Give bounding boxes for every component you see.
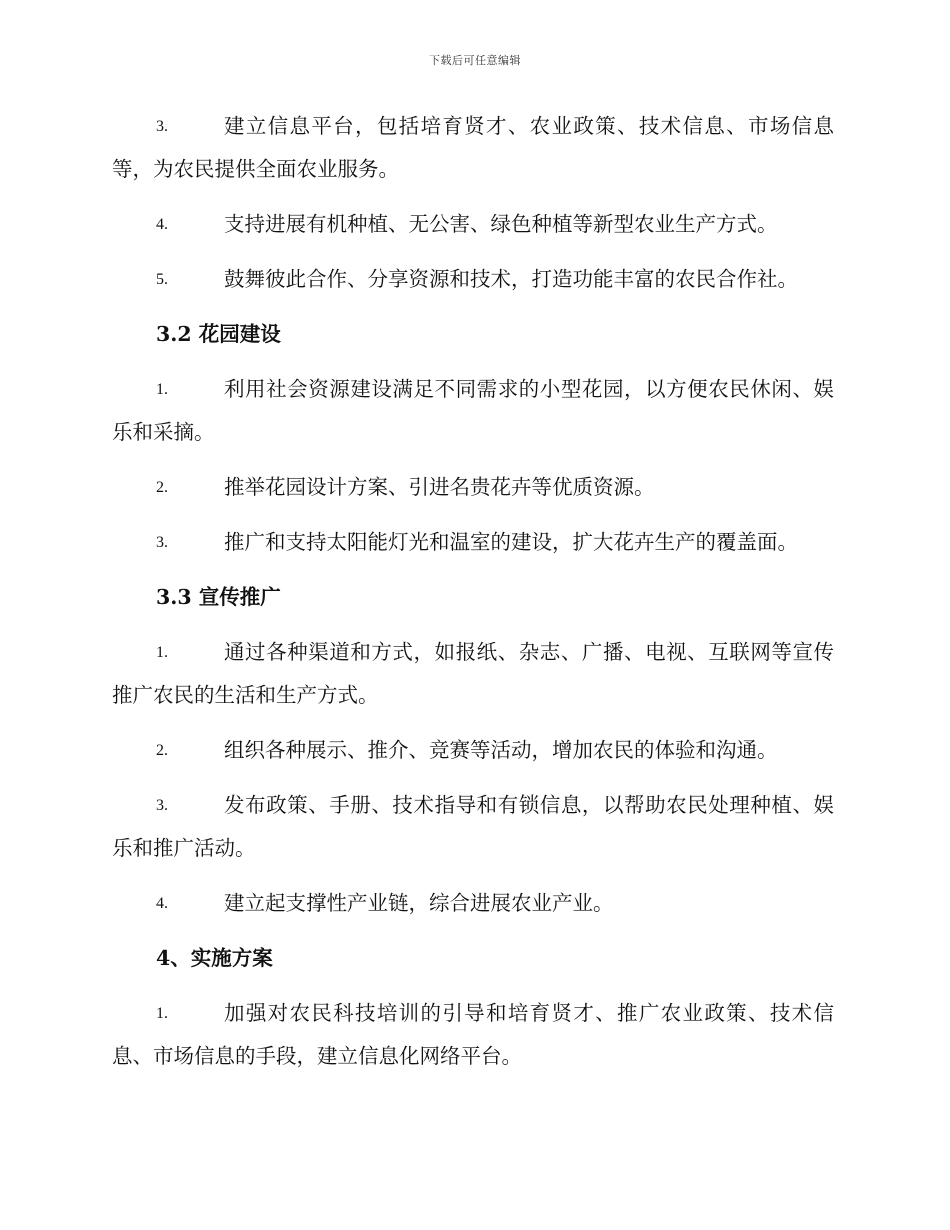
- section-heading-garden: 3.2 花园建设: [156, 322, 281, 346]
- list-number: 3.: [156, 797, 168, 814]
- list-item: [112, 368, 834, 454]
- section-heading-implementation: 4、实施方案: [156, 946, 273, 970]
- list-text: 推广和支持太阳能灯光和温室的建设，扩大花卉生产的覆盖面。: [224, 530, 798, 554]
- list-text: 建立起支撑性产业链，综合进展农业产业。: [224, 891, 614, 915]
- list-number: 2.: [156, 479, 168, 496]
- list-number: 1.: [156, 381, 168, 398]
- list-number: 1.: [156, 1005, 168, 1022]
- list-item: [112, 631, 834, 717]
- list-number: 5.: [156, 271, 168, 288]
- page-header: 下载后可任意编辑: [429, 54, 521, 67]
- document-body: [112, 105, 834, 1090]
- list-text: 利用社会资源建设满足不同需求的小型花园，以方便农民休闲、娱乐和采摘。: [112, 377, 834, 444]
- list-number: 2.: [156, 742, 168, 759]
- list-item: [112, 784, 834, 870]
- list-text: 推举花园设计方案、引进名贵花卉等优质资源。: [224, 475, 655, 499]
- list-item: [112, 992, 834, 1078]
- list-item: [112, 258, 834, 301]
- list-item: [112, 521, 834, 564]
- section-heading-promotion: 3.3 宣传推广: [156, 585, 281, 609]
- list-item: [112, 203, 834, 246]
- list-text: 鼓舞彼此合作、分享资源和技术，打造功能丰富的农民合作社。: [224, 267, 798, 291]
- list-item: [112, 105, 834, 191]
- list-number: 4.: [156, 895, 168, 912]
- list-number: 4.: [156, 216, 168, 233]
- list-text: 发布政策、手册、技术指导和有锁信息，以帮助农民处理种植、娱乐和推广活动。: [112, 793, 834, 860]
- list-text: 通过各种渠道和方式，如报纸、杂志、广播、电视、互联网等宣传推广农民的生活和生产方式。: [112, 640, 834, 707]
- list-number: 3.: [156, 534, 168, 551]
- list-item: [112, 729, 834, 772]
- list-number: 1.: [156, 644, 168, 661]
- list-text: 建立信息平台，包括培育贤才、农业政策、技术信息、市场信息等，为农民提供全面农业服务。: [112, 114, 834, 181]
- list-number: 3.: [156, 118, 168, 135]
- list-item: [112, 882, 834, 925]
- list-text: 加强对农民科技培训的引导和培育贤才、推广农业政策、技术信息、市场信息的手段，建立信息化网络平台。: [112, 1001, 834, 1068]
- list-text: 支持进展有机种植、无公害、绿色种植等新型农业生产方式。: [224, 212, 778, 236]
- list-text: 组织各种展示、推介、竞赛等活动，增加农民的体验和沟通。: [224, 738, 778, 762]
- list-item: [112, 466, 834, 509]
